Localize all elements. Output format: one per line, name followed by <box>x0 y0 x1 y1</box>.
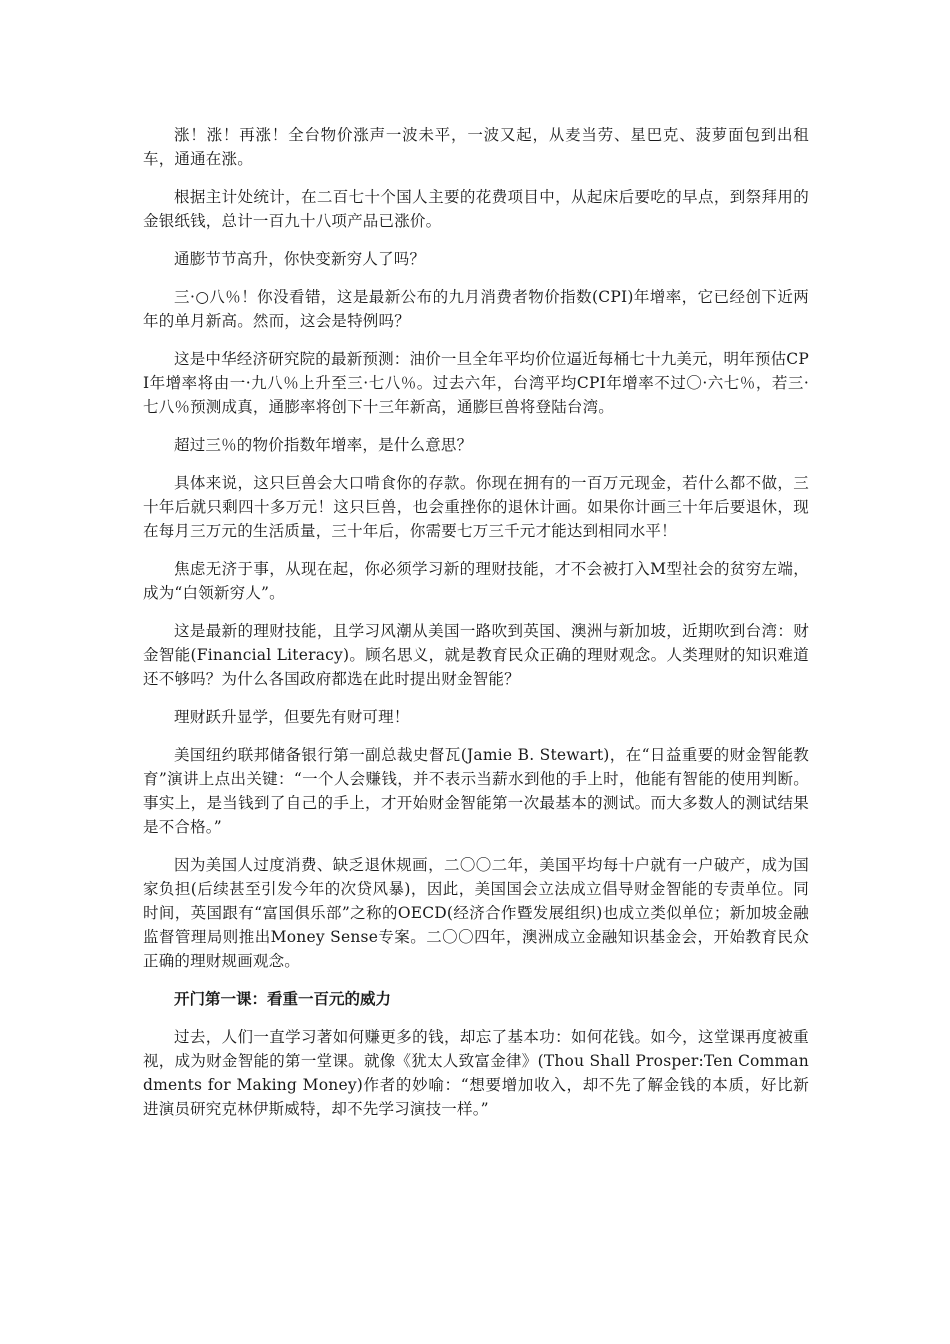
paragraph: 理财跃升显学，但要先有财可理！ <box>174 708 410 726</box>
paragraph: 三·○八％！你没看错，这是最新公布的九月消费者物价指数(CPI)年增率，它已经创下近两年的单月新高。然而，这会是特例吗？ <box>143 288 809 330</box>
paragraph: 美国纽约联邦储备银行第一副总裁史督瓦(Jamie B. Stewart)，在“日益重要的财金智能教育”演讲上点出关键：“一个人会赚钱，并不表示当薪水到他的手上时，他能有智能的使用判断。事实上，是当钱到了自己的手上，才开始财金智能第一次最基本的测试。而大多数人的测试结果是不合格。” <box>143 746 809 836</box>
paragraph: 焦虑无济于事，从现在起，你必须学习新的理财技能，才不会被打入M型社会的贫穷左端，成为“白领新穷人”。 <box>143 560 809 602</box>
paragraph: 这是最新的理财技能，且学习风潮从美国一路吹到英国、澳洲与新加坡，近期吹到台湾：财金智能(Financial Literacy)。顾名思义，就是教育民众正确的理财观念。人类理财的知识难道还不够吗？为什么各国政府都选在此时提出财金智能？ <box>143 622 809 688</box>
section-heading: 开门第一课：看重一百元的威力 <box>174 989 392 1008</box>
paragraph: 涨！涨！再涨！全台物价涨声一波未平，一波又起，从麦当劳、星巴克、菠萝面包到出租车，通通在涨。 <box>143 126 809 168</box>
paragraph: 过去，人们一直学习著如何赚更多的钱，却忘了基本功：如何花钱。如今，这堂课再度被重视，成为财金智能的第一堂课。就像《犹太人致富金律》(Thou Shall Prosper:Ten Commandments for Making Money)作者的妙喻：“想要增加收入，却不先了解金钱的本质，好比新进演员研究克林伊斯威特，却不先学习演技一样。” <box>143 1028 809 1118</box>
paragraph: 根据主计处统计，在二百七十个国人主要的花费项目中，从起床后要吃的早点，到祭拜用的金银纸钱，总计一百九十八项产品已涨价。 <box>143 188 809 230</box>
paragraph: 通膨节节高升，你快变新穷人了吗？ <box>174 250 426 268</box>
paragraph: 超过三％的物价指数年增率，是什么意思？ <box>174 436 473 454</box>
paragraph: 这是中华经济研究院的最新预测：油价一旦全年平均价位逼近每桶七十九美元，明年预估CPI年增率将由一·九八％上升至三·七八％。过去六年，台湾平均CPI年增率不过〇·六七％，若三·七八％预测成真，通膨率将创下十三年新高，通膨巨兽将登陆台湾。 <box>143 350 809 416</box>
paragraph: 具体来说，这只巨兽会大口啃食你的存款。你现在拥有的一百万元现金，若什么都不做，三十年后就只剩四十多万元！这只巨兽，也会重挫你的退休计画。如果你计画三十年后要退休，现在每月三万元的生活质量，三十年后，你需要七万三千元才能达到相同水平！ <box>143 474 809 540</box>
document-page <box>143 123 809 1135</box>
paragraph: 因为美国人过度消费、缺乏退休规画，二〇〇二年，美国平均每十户就有一户破产，成为国家负担(后续甚至引发今年的次贷风暴)，因此，美国国会立法成立倡导财金智能的专责单位。同时间，英国跟有“富国俱乐部”之称的OECD(经济合作暨发展组织)也成立类似单位；新加坡金融监督管理局则推出Money Sense专案。二〇〇四年，澳洲成立金融知识基金会，开始教育民众正确的理财规画观念。 <box>143 856 809 970</box>
